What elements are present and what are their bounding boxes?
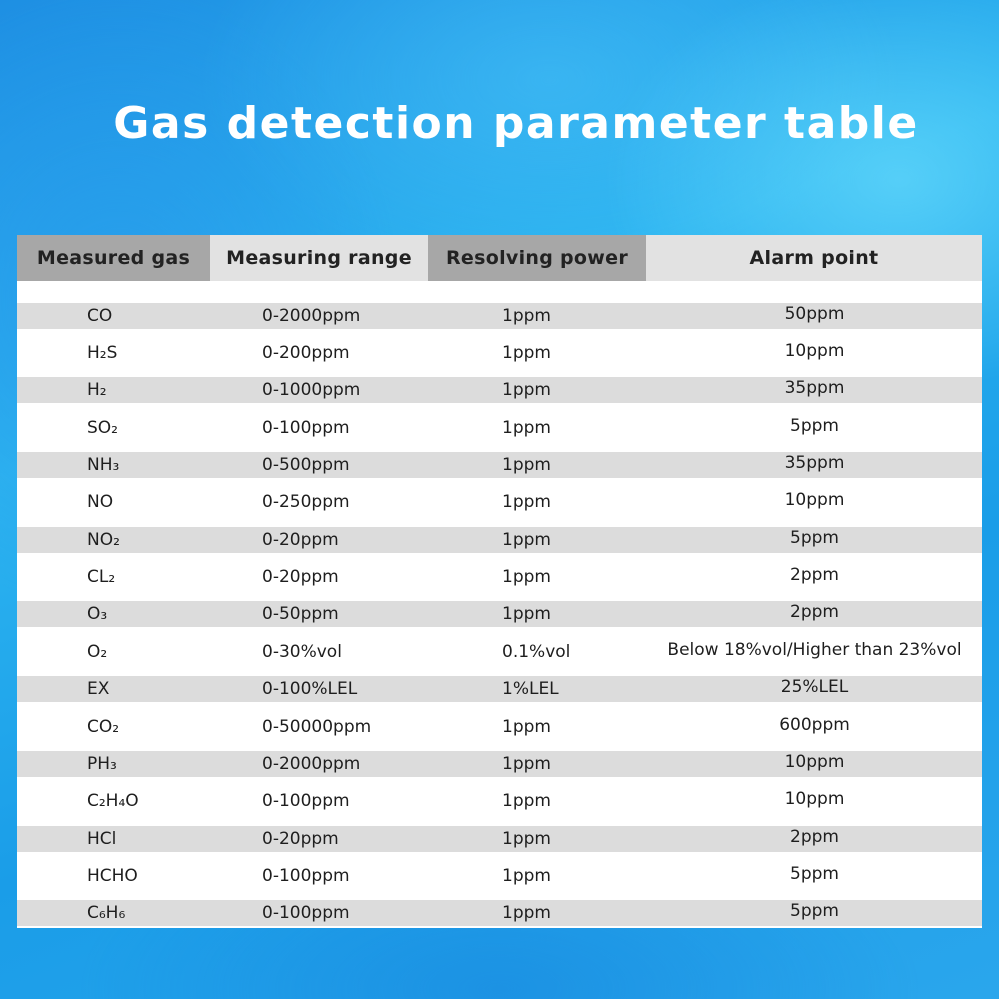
cell-measuring-range: 0-30%vol <box>262 642 342 662</box>
cell-measuring-range: 0-250ppm <box>262 492 350 512</box>
table-row <box>17 751 982 777</box>
cell-resolving-power: 1ppm <box>502 380 551 400</box>
cell-alarm-point: 10ppm <box>784 752 845 772</box>
header-alarm-point: Alarm point <box>646 235 982 281</box>
header-resolving-power: Resolving power <box>428 235 646 281</box>
cell-alarm-point: 10ppm <box>784 789 845 809</box>
table-row <box>17 788 982 814</box>
cell-measuring-range: 0-2000ppm <box>262 306 361 326</box>
cell-measuring-range: 0-200ppm <box>262 343 350 363</box>
cell-measured-gas: HCl <box>87 829 117 849</box>
table-row <box>17 415 982 441</box>
cell-measured-gas: H₂S <box>87 343 118 363</box>
table-row <box>17 340 982 366</box>
cell-resolving-power: 1ppm <box>502 866 551 886</box>
cell-measured-gas: C₂H₄O <box>87 791 139 811</box>
cell-resolving-power: 1ppm <box>502 903 551 923</box>
cell-measuring-range: 0-20ppm <box>262 530 339 550</box>
cell-measuring-range: 0-100ppm <box>262 866 350 886</box>
cell-resolving-power: 1ppm <box>502 754 551 774</box>
cell-measured-gas: O₂ <box>87 642 108 662</box>
cell-alarm-point: 2ppm <box>790 602 839 622</box>
cell-measured-gas: SO₂ <box>87 418 118 438</box>
cell-measured-gas: CL₂ <box>87 567 116 587</box>
cell-measured-gas: O₃ <box>87 604 108 624</box>
cell-measuring-range: 0-100%LEL <box>262 679 358 699</box>
cell-measuring-range: 0-500ppm <box>262 455 350 475</box>
cell-alarm-point: 5ppm <box>790 864 839 884</box>
table-row <box>17 826 982 852</box>
cell-alarm-point: 50ppm <box>784 304 845 324</box>
header-measuring-range: Measuring range <box>210 235 428 281</box>
cell-resolving-power: 1ppm <box>502 306 551 326</box>
cell-resolving-power: 1ppm <box>502 492 551 512</box>
table-row <box>17 564 982 590</box>
cell-resolving-power: 1ppm <box>502 455 551 475</box>
cell-resolving-power: 1ppm <box>502 717 551 737</box>
cell-measured-gas: C₆H₆ <box>87 903 126 923</box>
cell-alarm-point: 5ppm <box>790 901 839 921</box>
cell-measuring-range: 0-20ppm <box>262 567 339 587</box>
cell-alarm-point: 2ppm <box>790 565 839 585</box>
cell-resolving-power: 1ppm <box>502 530 551 550</box>
table-row <box>17 377 982 403</box>
cell-resolving-power: 0.1%vol <box>502 642 571 662</box>
page-title: Gas detection parameter table <box>113 98 919 149</box>
cell-resolving-power: 1ppm <box>502 567 551 587</box>
table-row <box>17 639 982 665</box>
table-row <box>17 452 982 478</box>
table-header <box>17 235 982 281</box>
table-row <box>17 303 982 329</box>
cell-measured-gas: CO <box>87 306 113 326</box>
cell-alarm-point: 35ppm <box>784 453 845 473</box>
table-row <box>17 900 982 926</box>
cell-alarm-point: 5ppm <box>790 528 839 548</box>
cell-alarm-point: 25%LEL <box>780 677 849 697</box>
cell-measuring-range: 0-50ppm <box>262 604 339 624</box>
cell-measuring-range: 0-100ppm <box>262 418 350 438</box>
table-row <box>17 676 982 702</box>
cell-alarm-point: 10ppm <box>784 341 845 361</box>
table-row <box>17 527 982 553</box>
cell-measuring-range: 0-1000ppm <box>262 380 361 400</box>
cell-alarm-point: 5ppm <box>790 416 839 436</box>
table-row <box>17 863 982 889</box>
cell-measured-gas: HCHO <box>87 866 138 886</box>
cell-measured-gas: EX <box>87 679 110 699</box>
cell-alarm-point: 35ppm <box>784 378 845 398</box>
cell-measuring-range: 0-50000ppm <box>262 717 372 737</box>
cell-measured-gas: H₂ <box>87 380 107 400</box>
cell-measured-gas: PH₃ <box>87 754 117 774</box>
cell-alarm-point: Below 18%vol/Higher than 23%vol <box>667 640 962 660</box>
cell-measuring-range: 0-100ppm <box>262 791 350 811</box>
cell-alarm-point: 2ppm <box>790 827 839 847</box>
cell-resolving-power: 1%LEL <box>502 679 559 699</box>
cell-resolving-power: 1ppm <box>502 829 551 849</box>
table-row <box>17 714 982 740</box>
table-row <box>17 601 982 627</box>
cell-resolving-power: 1ppm <box>502 791 551 811</box>
cell-measuring-range: 0-2000ppm <box>262 754 361 774</box>
cell-alarm-point: 10ppm <box>784 490 845 510</box>
gas-parameter-table <box>17 235 982 928</box>
table-row <box>17 489 982 515</box>
cell-measured-gas: NO₂ <box>87 530 120 550</box>
cell-measured-gas: NH₃ <box>87 455 120 475</box>
cell-measured-gas: CO₂ <box>87 717 120 737</box>
cell-alarm-point: 600ppm <box>779 715 850 735</box>
cell-resolving-power: 1ppm <box>502 343 551 363</box>
header-measured-gas: Measured gas <box>17 235 210 281</box>
cell-measuring-range: 0-100ppm <box>262 903 350 923</box>
cell-measuring-range: 0-20ppm <box>262 829 339 849</box>
cell-resolving-power: 1ppm <box>502 418 551 438</box>
cell-resolving-power: 1ppm <box>502 604 551 624</box>
cell-measured-gas: NO <box>87 492 114 512</box>
